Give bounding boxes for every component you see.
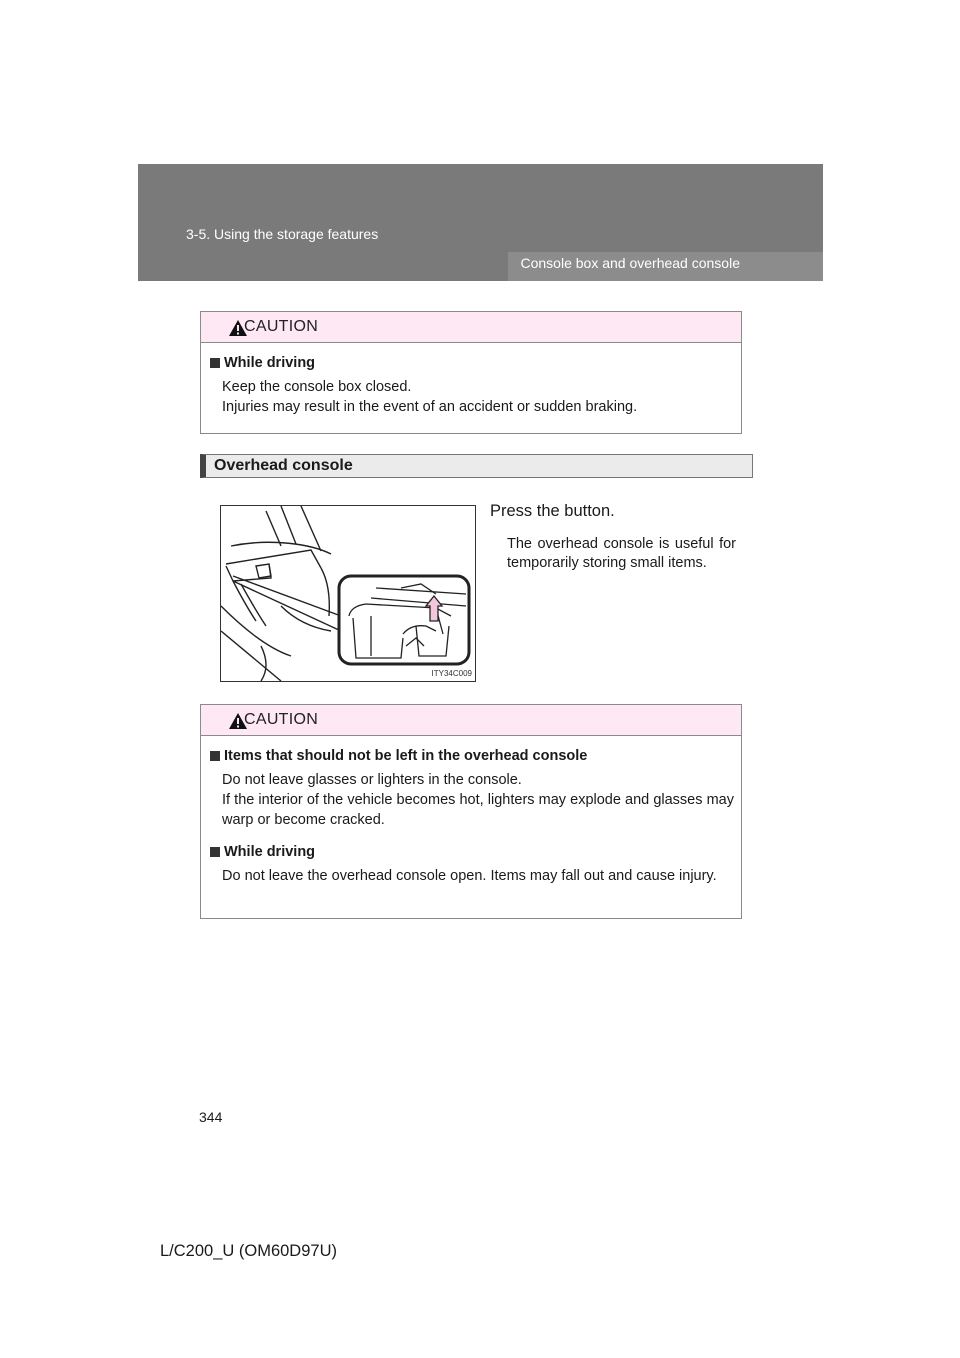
caution-box-1 xyxy=(200,311,742,434)
caution-item xyxy=(210,746,734,830)
overhead-console-illustration xyxy=(220,505,476,682)
caution-item-heading: Items that should not be left in the overhead console xyxy=(224,748,588,764)
document-code: L/C200_U (OM60D97U) xyxy=(160,1242,337,1260)
header-section: 3-5. Using the storage features xyxy=(186,226,379,242)
caution-title: CAUTION xyxy=(244,318,319,335)
caution-text: Do not leave the overhead console open. Items may fall out and cause injury. xyxy=(222,868,717,884)
bullet-square-icon xyxy=(210,847,220,857)
caution-header xyxy=(201,312,741,343)
caution-item xyxy=(210,353,734,417)
caution-text: Keep the console box closed. xyxy=(222,379,412,395)
caution-item-heading: While driving xyxy=(224,355,316,371)
bullet-square-icon xyxy=(210,751,220,761)
figure-code: ITY34C009 xyxy=(431,669,472,678)
bullet-square-icon xyxy=(210,358,220,368)
console-drawing xyxy=(221,506,475,681)
page-header xyxy=(138,164,823,281)
caution-item-heading: While driving xyxy=(224,844,316,860)
caution-box-2 xyxy=(200,704,742,919)
header-topic: Console box and overhead console xyxy=(520,255,740,271)
section-title: Overhead console xyxy=(200,454,753,478)
caution-text: Injuries may result in the event of an accident or sudden braking. xyxy=(222,399,638,415)
description-text: The overhead console is useful for temporarily storing small items. xyxy=(507,536,736,571)
caution-item xyxy=(210,842,734,886)
caution-text: If the interior of the vehicle becomes hot, lighters may explode and glasses may warp or become cracked. xyxy=(222,792,734,828)
caution-text: Do not leave glasses or lighters in the console. xyxy=(222,772,522,788)
caution-title: CAUTION xyxy=(244,711,319,728)
caution-header xyxy=(201,705,741,736)
instruction-text: Press the button. xyxy=(490,502,615,520)
page-number: 344 xyxy=(199,1109,223,1125)
